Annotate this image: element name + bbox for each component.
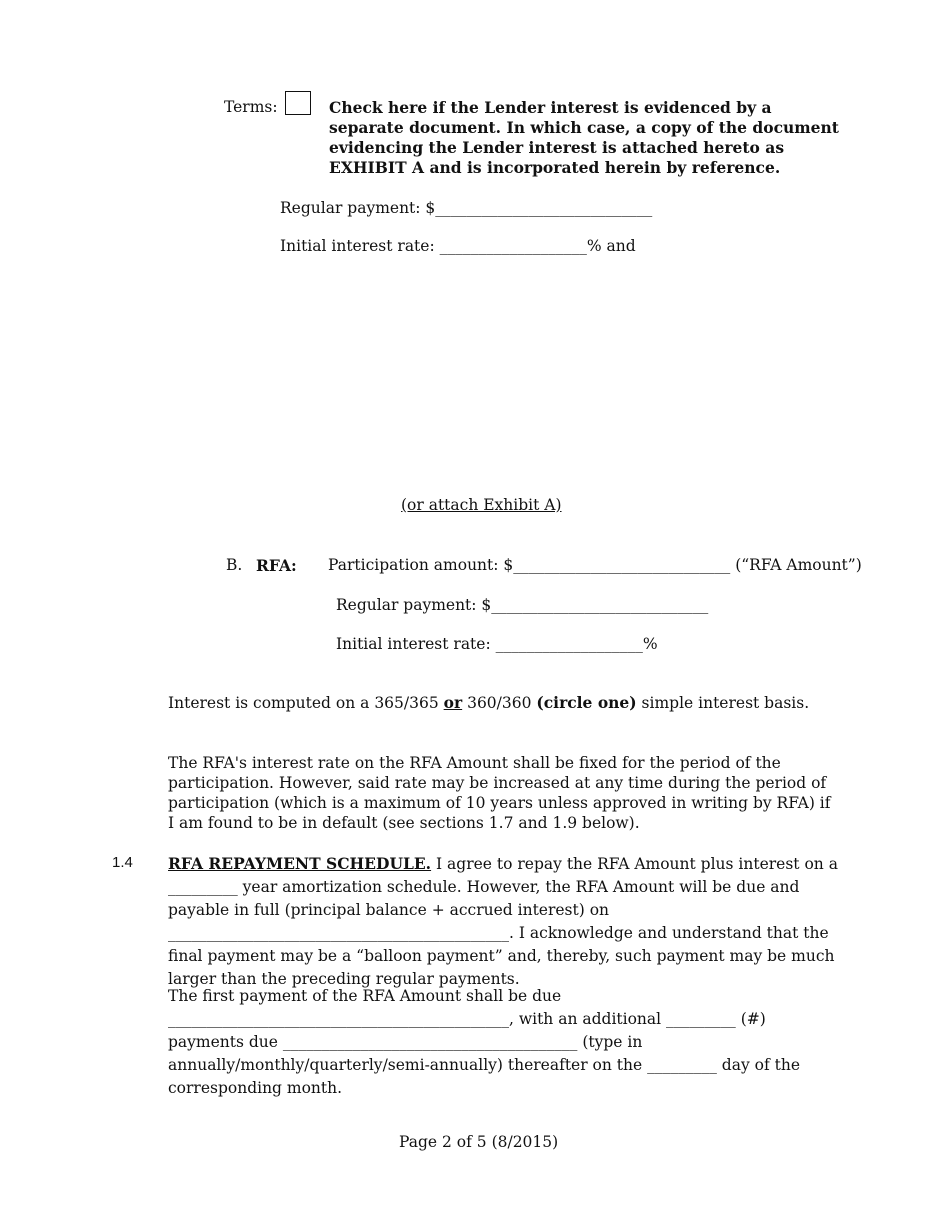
interest-basis-line[interactable]: [168, 693, 809, 712]
section-number: 1.4: [112, 854, 133, 871]
repayment-schedule-heading: RFA REPAYMENT SCHEDULE.: [168, 854, 432, 873]
fixed-rate-paragraph: The RFA's interest rate on the RFA Amount shall be fixed for the period of the participation. However, said rate may be increased at any time during the period of participation (which is a maximum of 10 years unless approved in writing by RFA) if I am found to be in default (see sections 1.7 and 1.9 below).: [168, 754, 831, 832]
section-b-letter: B.: [226, 556, 243, 574]
terms-label: Terms:: [224, 98, 278, 116]
page-footer: Page 2 of 5 (8/2015): [399, 1133, 559, 1151]
interest-basis-middle: 360/360: [462, 694, 537, 712]
circle-one-instruction: (circle one): [536, 693, 637, 712]
interest-basis-suffix: simple interest basis.: [636, 694, 810, 712]
lender-regular-payment-field[interactable]: Regular payment: $____________________________: [280, 199, 653, 217]
rfa-initial-interest-rate-field[interactable]: Initial interest rate: ___________________%: [336, 635, 658, 653]
rfa-label: RFA:: [256, 556, 297, 575]
first-payment-paragraph[interactable]: The first payment of the RFA Amount shall be due ____________________________________________, with an additional _________ (#) payments due ______________________________________ (type in annually/monthly/quarterly/semi-annually) thereafter on the _________ day of the corresponding month.: [168, 987, 801, 1097]
separate-document-checkbox[interactable]: [285, 91, 311, 115]
participation-amount-field[interactable]: Participation amount: $____________________________ (“RFA Amount”): [328, 556, 862, 574]
repayment-schedule-paragraph[interactable]: [168, 852, 840, 991]
lender-initial-interest-rate-field[interactable]: Initial interest rate: ___________________% and: [280, 237, 636, 255]
exhibit-a-note: (or attach Exhibit A): [401, 496, 562, 514]
interest-basis-prefix: Interest is computed on a 365/365: [168, 694, 444, 712]
repayment-schedule-body: I agree to repay the RFA Amount plus interest on a _________ year amortization schedule. However, the RFA Amount will be due and payable in full (principal balance + accrued interest) on ____________________________________________. I acknowledge and understand that the final payment may be a “balloon payment” and, thereby, such payment may be much larger than the preceding regular payments.: [168, 855, 838, 988]
interest-basis-or: or: [443, 693, 463, 712]
separate-document-text: Check here if the Lender interest is evidenced by a separate document. In which case, a copy of the document evidencing the Lender interest is attached hereto as EXHIBIT A and is incorporated herein by reference.: [329, 98, 839, 177]
rfa-regular-payment-field[interactable]: Regular payment: $____________________________: [336, 596, 709, 614]
